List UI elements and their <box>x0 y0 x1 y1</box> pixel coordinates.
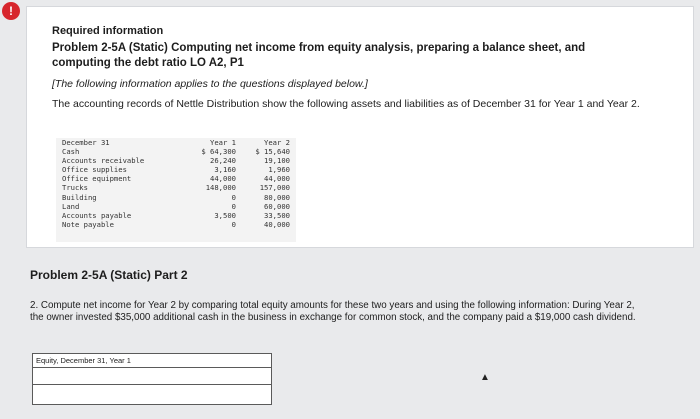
table-row <box>56 202 296 211</box>
table-header-year1: Year 1 <box>210 138 236 147</box>
row-year2: 40,000 <box>264 219 290 229</box>
row-year2: 60,000 <box>264 201 290 211</box>
table-row <box>56 220 296 229</box>
row-year1: 3,160 <box>214 165 236 175</box>
row-label: Building <box>62 192 97 202</box>
row-label: Note payable <box>62 219 114 229</box>
table-row <box>56 211 296 220</box>
answer-input-row[interactable] <box>33 368 271 385</box>
problem-title: Problem 2-5A (Static) Computing net income from equity analysis, preparing a balance sheet, and computing the debt ratio LO A2, P1 <box>52 42 586 69</box>
row-label: Cash <box>62 147 80 157</box>
table-header-row <box>56 138 296 147</box>
part2-question: 2. Compute net income for Year 2 by comparing total equity amounts for these two years and using the following information: During Year 2, the owner invested $35,000 additional cash in the business in exchange for common stock, and the company paid a $19,000 cash dividend. <box>30 300 636 323</box>
info-note: [The following information applies to the questions displayed below.] <box>52 78 368 90</box>
table-header-year2: Year 2 <box>264 138 290 147</box>
table-row <box>56 183 296 192</box>
row-label: Office equipment <box>62 174 132 184</box>
table-row <box>56 165 296 174</box>
row-year2: 157,000 <box>259 183 290 193</box>
row-year1: 0 <box>231 219 236 229</box>
row-label: Accounts payable <box>62 210 132 220</box>
row-label: Office supplies <box>62 165 127 175</box>
table-row <box>56 193 296 202</box>
row-label: Accounts receivable <box>62 156 145 166</box>
table-row <box>56 174 296 183</box>
row-year1: 148,000 <box>205 183 236 193</box>
required-info-label: Required information <box>52 25 164 37</box>
table-row <box>56 156 296 165</box>
table-row <box>56 147 296 156</box>
row-year1: 0 <box>231 201 236 211</box>
row-year1: 44,000 <box>210 174 236 184</box>
accounts-table <box>56 138 296 242</box>
row-year2: 1,960 <box>268 165 290 175</box>
answer-table <box>32 353 272 405</box>
mouse-cursor-icon: ▲ <box>480 372 490 383</box>
row-year2: 19,100 <box>264 156 290 166</box>
row-year2: $ 15,640 <box>255 147 290 157</box>
row-year1: 26,240 <box>210 156 236 166</box>
answer-header: Equity, December 31, Year 1 <box>33 354 271 368</box>
row-year2: 33,500 <box>264 210 290 220</box>
alert-icon: ! <box>2 2 20 20</box>
answer-input-row[interactable] <box>33 385 271 401</box>
row-label: Land <box>62 201 80 211</box>
row-year2: 44,000 <box>264 174 290 184</box>
row-year1: 0 <box>231 192 236 202</box>
row-year1: $ 64,300 <box>201 147 236 157</box>
table-header-label: December 31 <box>62 138 110 147</box>
part2-title: Problem 2-5A (Static) Part 2 <box>30 268 188 282</box>
row-year2: 80,000 <box>264 192 290 202</box>
row-label: Trucks <box>62 183 88 193</box>
intro-text: The accounting records of Nettle Distribution show the following assets and liabilities as of December 31 for Year 1 and Year 2. <box>52 98 640 110</box>
row-year1: 3,500 <box>214 210 236 220</box>
